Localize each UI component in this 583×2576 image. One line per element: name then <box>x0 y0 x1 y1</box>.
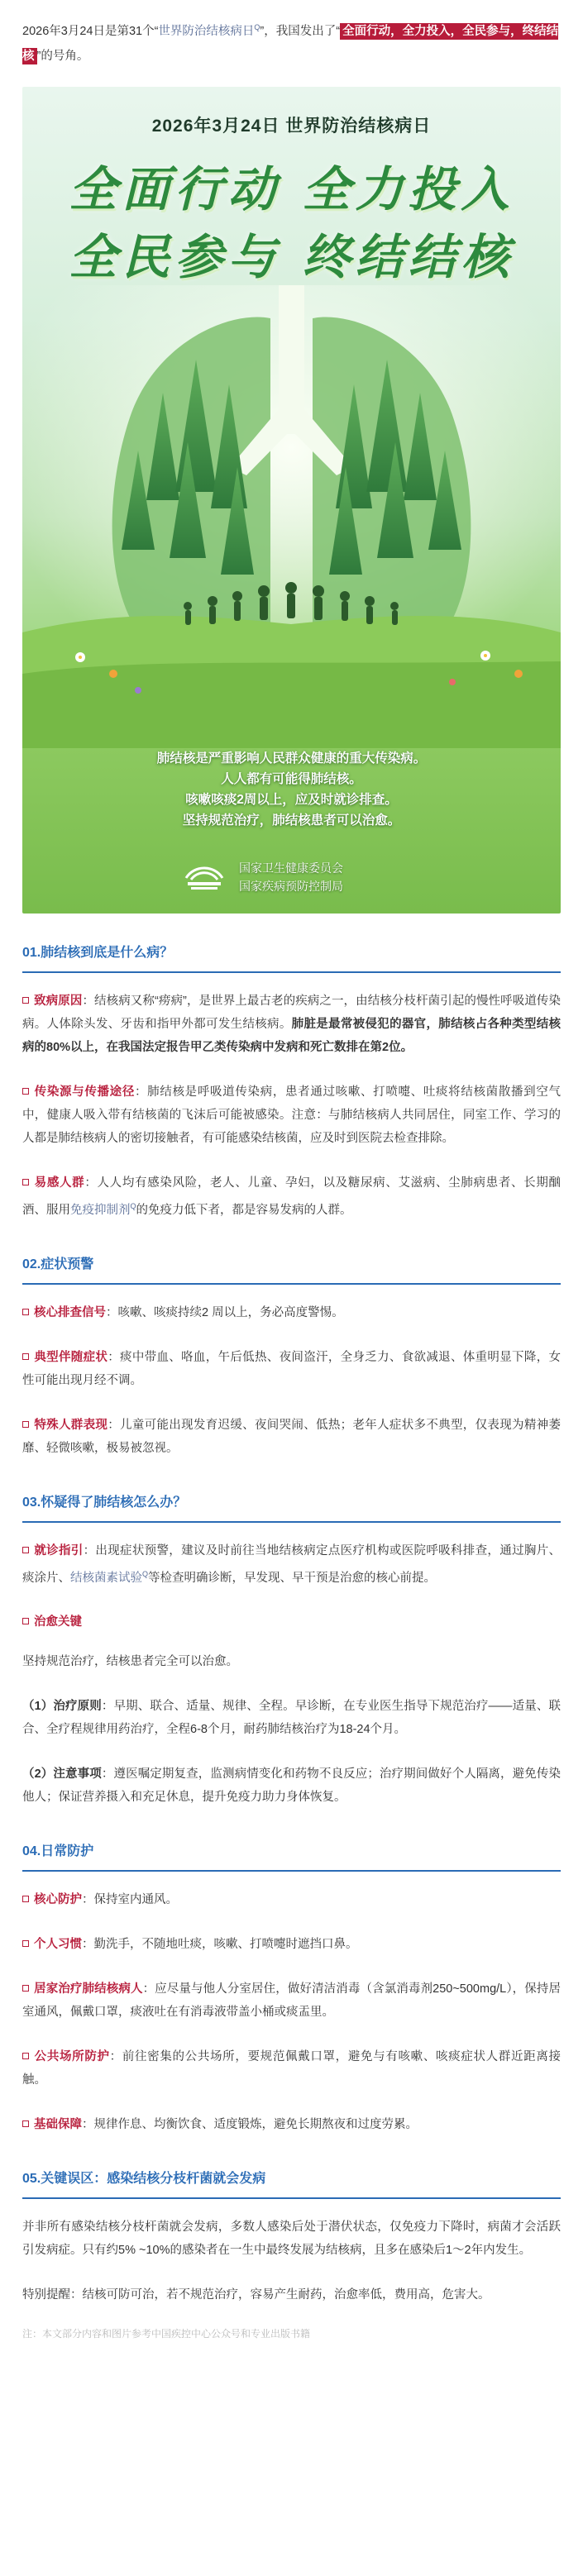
square-bullet-icon <box>22 1985 29 1992</box>
lung-forest-illustration <box>22 285 561 748</box>
poster-msg-line: 人人都有可能得肺结核。 <box>221 771 362 786</box>
text: ：应尽量与他人分室居住，做好清洁消毒（含氯消毒剂250~500mg/L），保持居室通风，佩戴口罩，痰液吐在有消毒液带盖小桶或痰盂里。 <box>22 1982 561 2020</box>
campaign-poster-image <box>22 87 561 914</box>
text: ：儿童可能出现发育迟缓、夜间哭闹、低热；老年人症状多不典型，仅表现为精神萎靡、轻微咳嗽，极易被忽视。 <box>22 1418 561 1455</box>
prevention-paragraph <box>22 1888 561 1911</box>
section-title: 02.症状预警 <box>22 1257 94 1271</box>
label: 典型伴随症状 <box>34 1350 108 1364</box>
text: ：痰中带血、咯血，午后低热、夜间盗汗，全身乏力、食欲减退、体重明显下降，女性可能出现月经不调。 <box>22 1350 561 1387</box>
susceptible-paragraph <box>22 1171 561 1222</box>
square-bullet-icon <box>22 1421 29 1428</box>
text: ：结核病又称“痨病”，是世界上最古老的疾病之一，由结核分枝杆菌引起的慢性呼吸道传染病。人体除头发、牙齿和指甲外都可发生结核病。 <box>22 994 561 1031</box>
special-reminder-paragraph: 特别提醒：结核可防可治，若不规范治疗，容易产生耐药，治愈率低，费用高，危害大。 <box>22 2288 490 2302</box>
immunosuppressant-link[interactable]: 免疫抑制剂 <box>70 1203 131 1217</box>
symptom-paragraph <box>22 1301 561 1324</box>
symptom-paragraph <box>22 1346 561 1392</box>
text: ：早期、联合、适量、规律、全程。早诊断，在专业医生指导下规范治疗——适量、联合、全疗程规律用药治疗，全程6-8个月，耐药肺结核治疗为18-24个月。 <box>22 1700 561 1737</box>
section-title: 03.怀疑得了肺结核怎么办？ <box>22 1495 187 1510</box>
poster-organizations <box>239 859 343 895</box>
text: ：咳嗽、咳痰持续2 周以上，务必高度警惕。 <box>106 1305 344 1319</box>
label: 个人习惯 <box>34 1938 82 1952</box>
square-bullet-icon <box>22 1179 29 1185</box>
search-link-icon[interactable]: Q <box>254 23 260 31</box>
prevention-paragraph <box>22 2045 561 2092</box>
cure-statement: 坚持规范治疗，结核患者完全可以治愈。 <box>22 1655 238 1669</box>
intro-text: ”的号角。 <box>36 49 89 63</box>
label: 就诊指引 <box>34 1543 84 1558</box>
square-bullet-icon <box>22 1896 29 1902</box>
label: 核心排查信号 <box>34 1305 106 1319</box>
poster-message <box>22 748 561 831</box>
text: 的免疫力低下者，都是容易发病的人群。 <box>136 1203 352 1217</box>
section-02 <box>22 1255 561 1460</box>
square-bullet-icon <box>22 997 29 1004</box>
label: 居家治疗肺结核病人 <box>34 1982 143 1996</box>
text: ：规律作息、均衡饮食、适度锻炼，避免长期熬夜和过度劳累。 <box>82 2118 418 2132</box>
prevention-paragraph <box>22 1933 561 1956</box>
section-divider <box>22 2197 561 2199</box>
org-nhc: 国家卫生健康委员会 <box>239 861 343 875</box>
poster-date: 2026年3月24日 世界防治结核病日 <box>151 116 432 136</box>
label: （2）注意事项 <box>22 1767 102 1782</box>
precautions-paragraph <box>22 1763 561 1809</box>
section-03 <box>22 1493 561 1810</box>
symptom-paragraph <box>22 1414 561 1460</box>
text: ：勤洗手，不随地吐痰，咳嗽、打喷嚏时遮挡口鼻。 <box>82 1938 358 1952</box>
search-link-icon[interactable]: Q <box>130 1201 136 1210</box>
text: ：保持室内通风。 <box>82 1893 178 1907</box>
section-divider <box>22 1870 561 1872</box>
square-bullet-icon <box>22 1309 29 1315</box>
poster-msg-line: 坚持规范治疗，肺结核患者可以治愈。 <box>182 813 401 828</box>
section-05 <box>22 2169 561 2306</box>
poster-slogan-line2: 全民参与 终结结核 <box>69 228 514 285</box>
tuberculin-test-link[interactable]: 结核菌素试验 <box>70 1571 142 1585</box>
intro-text: ”，我国发出了“ <box>260 24 341 38</box>
label: （1）治疗原则 <box>22 1700 102 1714</box>
square-bullet-icon <box>22 2120 29 2127</box>
bold-text: 肺脏是最常被侵犯的器官，肺结核占各种类型结核病的80%以上，在我国法定报告甲乙类传染病中发病和死亡数排在第2位。 <box>22 1017 561 1054</box>
section-title: 05.关键误区：感染结核分枝杆菌就会发病 <box>22 2172 266 2187</box>
text: ：遵医嘱定期复查，监测病情变化和药物不良反应；治疗期间做好个人隔离，避免传染他人；保证营养摄入和充足休息，提升免疫力助力身体恢复。 <box>22 1767 561 1805</box>
poster-msg-line: 肺结核是严重影响人民群众健康的重大传染病。 <box>156 751 427 766</box>
label: 基础保障 <box>34 2118 82 2132</box>
text: ：前往密集的公共场所，要规范佩戴口罩，避免与有咳嗽、咳痰症状人群近距离接触。 <box>22 2050 561 2087</box>
label: 治愈关键 <box>34 1615 82 1629</box>
section-title: 01.肺结核到底是什么病？ <box>22 945 174 960</box>
text: ：出现症状预警，建议及时前往当地结核病定点医疗机构或医院呼吸科排查，通过胸片、痰涂片、 <box>22 1543 561 1585</box>
label: 特殊人群表现 <box>34 1418 108 1432</box>
square-bullet-icon <box>22 1547 29 1553</box>
section-title: 04.日常防护 <box>22 1844 94 1859</box>
section-divider <box>22 1521 561 1523</box>
misconception-paragraph: 并非所有感染结核分枝杆菌就会发病，多数人感染后处于潜伏状态，仅免疫力下降时，病菌才会活跃引发病症。只有约5% ~10%的感染者在一生中最终发展为结核病，且多在感染后1～2年内发生。 <box>22 2221 561 2258</box>
transmission-paragraph <box>22 1080 561 1150</box>
square-bullet-icon <box>22 1353 29 1360</box>
treatment-principle-paragraph <box>22 1695 561 1741</box>
poster-slogan-line1: 全面行动 全力投入 <box>69 160 514 217</box>
poster-msg-line: 咳嗽咳痰2周以上，应及时就诊排查。 <box>185 792 398 807</box>
slogan-highlight: 全面行动，全力投入，全民参与，终结结核 <box>22 24 559 63</box>
org-ndcpa: 国家疾病预防控制局 <box>239 879 343 893</box>
text: ：人人均有感染风险，老人、儿童、孕妇，以及糖尿病、艾滋病、尘肺病患者、长期酗酒、服用 <box>22 1176 561 1217</box>
section-divider <box>22 1283 561 1285</box>
cure-key-heading <box>22 1610 561 1634</box>
square-bullet-icon <box>22 2053 29 2059</box>
text: ：肺结核是呼吸道传染病，患者通过咳嗽、打喷嚏、吐痰将结核菌散播到空气中，健康人吸入带有结核菌的飞沫后可能被感染。注意：与肺结核病人共同居住，同室工作、学习的人都是肺结核病人的密切接触者，有可能感染结核菌，应及时到医院去检查排除。 <box>22 1085 561 1145</box>
section-divider <box>22 971 561 973</box>
square-bullet-icon <box>22 1940 29 1947</box>
nhc-logo-icon <box>179 860 229 893</box>
label: 核心防护 <box>34 1893 82 1907</box>
label: 易感人群 <box>34 1176 85 1190</box>
intro-paragraph <box>22 15 561 69</box>
cause-paragraph <box>22 990 561 1059</box>
text: 等检查明确诊断，早发现、早干预是治愈的核心前提。 <box>148 1571 437 1585</box>
visit-guide-paragraph <box>22 1539 561 1590</box>
prevention-paragraph <box>22 2113 561 2136</box>
prevention-paragraph <box>22 1977 561 2024</box>
square-bullet-icon <box>22 1618 29 1624</box>
label: 传染源与传播途径 <box>34 1085 135 1099</box>
source-footnote: 注：本文部分内容和图片参考中国疾控中心公众号和专业出版书籍 <box>22 2328 311 2340</box>
label: 致病原因 <box>34 994 83 1008</box>
section-04 <box>22 1842 561 2136</box>
world-tb-day-link[interactable]: 世界防治结核病日 <box>158 24 255 38</box>
intro-text: 2026年3月24日是第31个“ <box>22 24 159 38</box>
section-01 <box>22 943 561 1222</box>
square-bullet-icon <box>22 1088 29 1095</box>
search-link-icon[interactable]: Q <box>142 1569 149 1578</box>
label: 公共场所防护 <box>34 2050 110 2064</box>
